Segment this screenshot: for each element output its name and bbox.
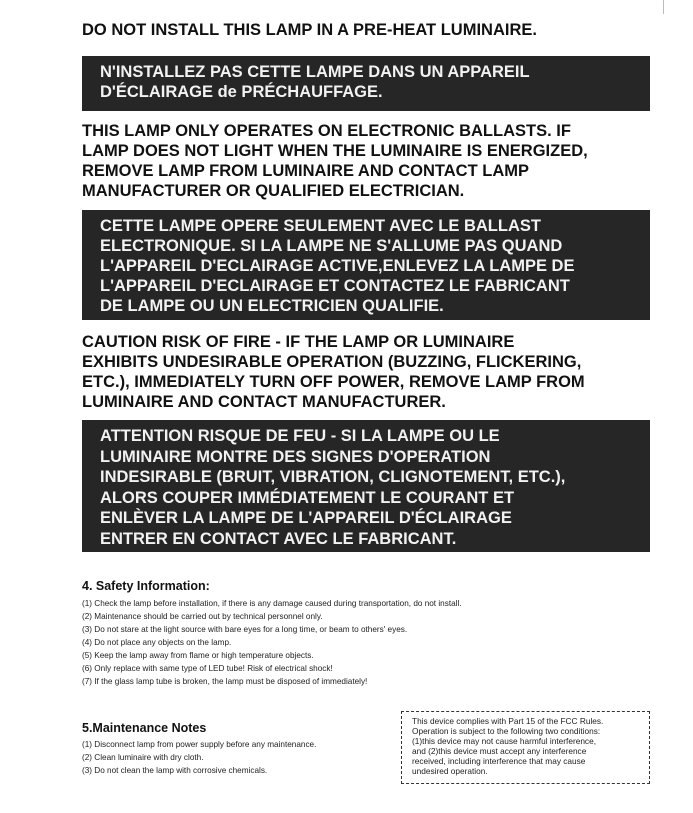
list-item: (7) If the glass lamp tube is broken, the lamp must be disposed of immediately! <box>82 677 368 686</box>
list-item: (2) Maintenance should be carried out by technical personnel only. <box>82 612 323 621</box>
safety-list <box>82 597 462 688</box>
warning-ballast-en: THIS LAMP ONLY OPERATES ON ELECTRONIC BALLASTS. IF LAMP DOES NOT LIGHT WHEN THE LUMINAIRE IS ENERGIZED, REMOVE LAMP FROM LUMINAIRE AND CONTACT LAMP MANUFACTURER OR QUALIFIED ELECTRICIAN. <box>82 122 588 200</box>
list-item: (6) Only replace with same type of LED tube! Risk of electrical shock! <box>82 664 333 673</box>
warning-preheat-fr: N'INSTALLEZ PAS CETTE LAMPE DANS UN APPAREIL D'ÉCLAIRAGE de PRÉCHAUFFAGE. <box>82 56 650 111</box>
maintenance-heading: 5.Maintenance Notes <box>82 721 207 735</box>
warning-preheat-en: DO NOT INSTALL THIS LAMP IN A PRE-HEAT LUMINAIRE. <box>82 21 537 39</box>
list-item: (1) Disconnect lamp from power supply before any maintenance. <box>82 740 317 749</box>
warning-fire-fr: ATTENTION RISQUE DE FEU - SI LA LAMPE OU LE LUMINAIRE MONTRE DES SIGNES D'OPERATION INDESIRABLE (BRUIT, VIBRATION, CLIGNOTEMENT, ETC.), ALORS COUPER IMMÉDIATEMENT LE COURANT ET ENLÈVER LA LAMPE DE L'APPAREIL D'ÉCLAIRAGE ENTRER EN CONTACT AVEC LE FABRICANT. <box>82 420 650 552</box>
list-item: (1) Check the lamp before installation, if there is any damage caused during transportation, do not install. <box>82 599 462 608</box>
list-item: (3) Do not stare at the light source with bare eyes for a long time, or beam to others' eyes. <box>82 625 408 634</box>
warning-ballast-fr: CETTE LAMPE OPERE SEULEMENT AVEC LE BALLAST ELECTRONIQUE. SI LA LAMPE NE S'ALLUME PAS QUAND L'APPAREIL D'ECLAIRAGE ACTIVE,ENLEVEZ LA LAMPE DE L'APPAREIL D'ECLAIRAGE ET CONTACTEZ LE FABRICANT DE LAMPE OU UN ELECTRICIEN QUALIFIE. <box>82 210 650 320</box>
fcc-statement: This device complies with Part 15 of the FCC Rules. Operation is subject to the following two conditions: (1)this device may not cause harmful interference, and (2)this device must accept any interference received, including interference that may cause undesired operation. <box>412 716 604 776</box>
list-item: (3) Do not clean the lamp with corrosive chemicals. <box>82 766 268 775</box>
warning-fire-en: CAUTION RISK OF FIRE - IF THE LAMP OR LUMINAIRE EXHIBITS UNDESIRABLE OPERATION (BUZZING, FLICKERING, ETC.), IMMEDIATELY TURN OFF POWER, REMOVE LAMP FROM LUMINAIRE AND CONTACT MANUFACTURER. <box>82 333 585 411</box>
fcc-compliance-box <box>401 711 650 784</box>
list-item: (4) Do not place any objects on the lamp. <box>82 638 232 647</box>
list-item: (2) Clean luminaire with dry cloth. <box>82 753 204 762</box>
safety-heading: 4. Safety Information: <box>82 579 210 593</box>
scan-mark <box>663 0 664 14</box>
maintenance-list <box>82 738 316 777</box>
list-item: (5) Keep the lamp away from flame or high temperature objects. <box>82 651 314 660</box>
